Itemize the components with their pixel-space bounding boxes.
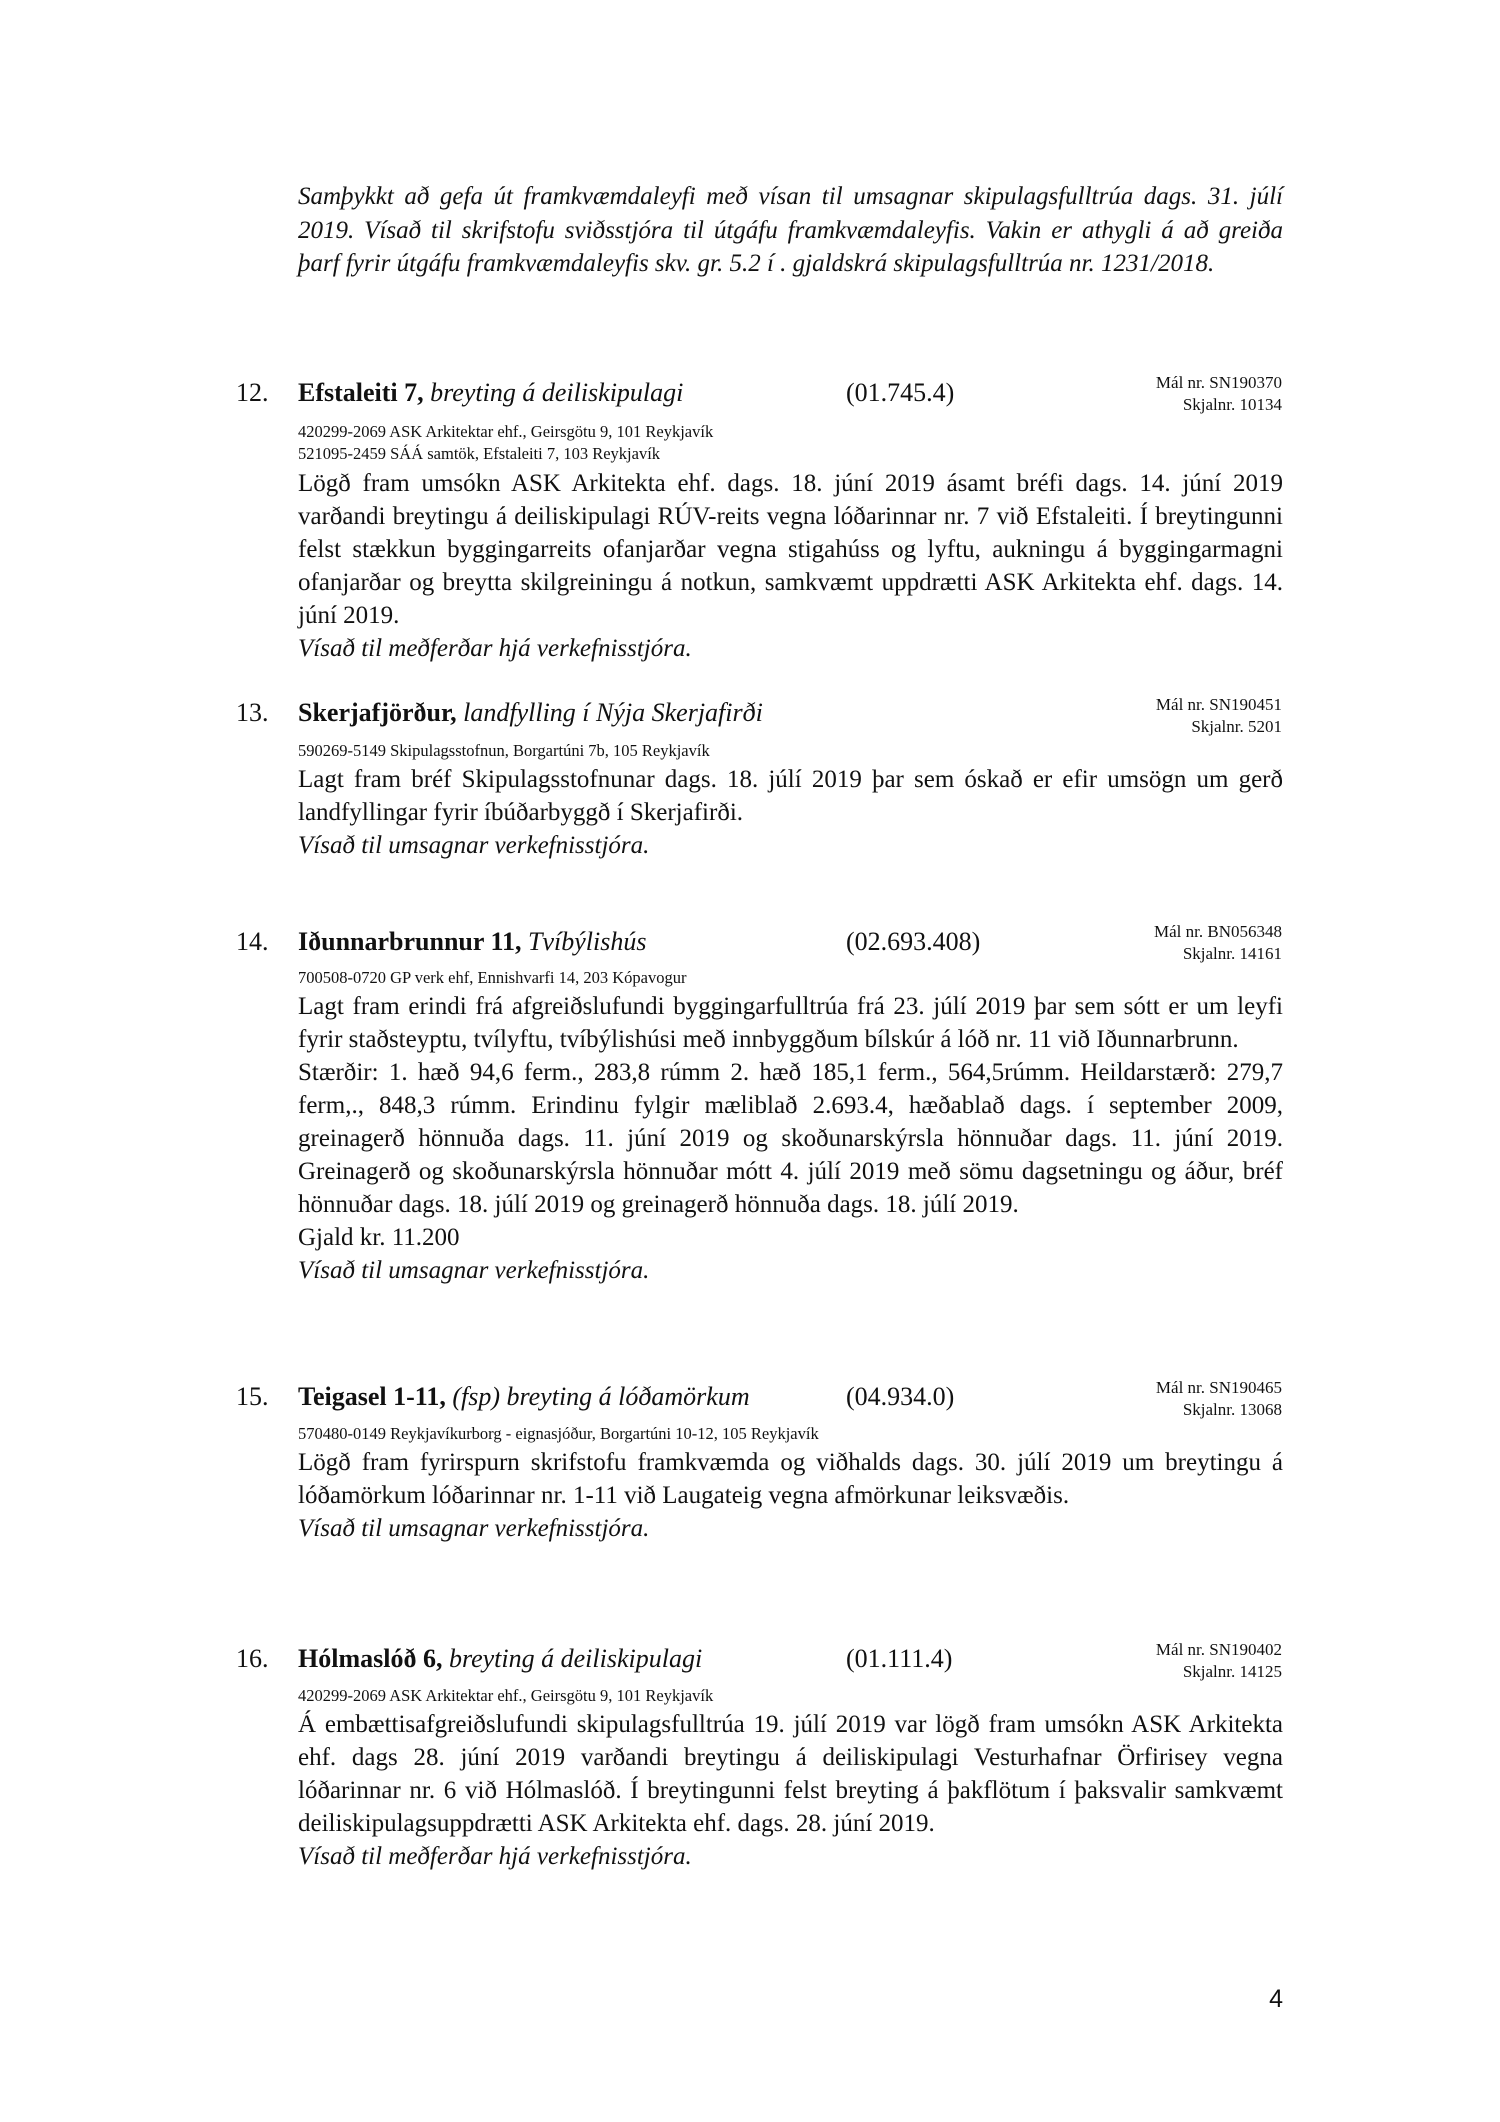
conclusion: Vísað til umsagnar verkefnisstjóra. [298, 832, 650, 859]
item-code: (01.745.4) [846, 378, 955, 407]
item-name: Efstaleiti 7, [298, 378, 424, 407]
document-number: Skjalnr. 10134 [1182, 395, 1282, 414]
item-name: Iðunnarbrunnur 11, [298, 927, 522, 956]
document-number: Skjalnr. 14125 [1182, 1662, 1282, 1681]
case-reference [1156, 694, 1282, 738]
party: 420299-2069 ASK Arkitektar ehf., Geirsgötu 9, 101 Reykjavík [298, 1686, 714, 1705]
case-reference [1156, 1377, 1282, 1421]
body-paragraph: Á embættisafgreiðslufundi skipulagsfulltrúa 19. júlí 2019 var lögð fram umsókn ASK Arkitekta ehf. dags 28. júní 2019 varðandi breytingu á deiliskipulagi Vesturhafnar Örfirisey vegna lóðarinnar nr. 6 við Hólmaslóð. Í breytingunni felst breyting á þakflötum í þaksvalir samkvæmt deiliskipulagsuppdrætti ASK Arkitekta ehf. dags. 28. júní 2019. [298, 1711, 1283, 1837]
body-paragraph: Lagt fram bréf Skipulagsstofnunar dags. 18. júlí 2019 þar sem óskað er efir umsögn um gerð landfyllingar fyrir íbúðarbyggð í Skerjafirði. [298, 766, 1283, 826]
item-number: 15. [236, 1382, 269, 1411]
item-title [298, 1380, 750, 1414]
item-number: 12. [236, 378, 269, 407]
party: 700508-0720 GP verk ehf, Ennishvarfi 14, 203 Kópavogur [298, 968, 687, 987]
item-subject: landfylling í Nýja Skerjafirði [463, 698, 763, 727]
party: 590269-5149 Skipulagsstofnun, Borgartúni 7b, 105 Reykjavík [298, 741, 710, 760]
item-name: Hólmaslóð 6, [298, 1644, 443, 1673]
item-title [298, 376, 683, 410]
item-number: 14. [236, 927, 269, 956]
body-paragraph: Stærðir: 1. hæð 94,6 ferm., 283,8 rúmm 2. hæð 185,1 ferm., 564,5rúmm. Heildarstærð: 279,7 ferm,., 848,3 rúmm. Erindinu fylgir mæliblað 2.693.4, hæðablað dags. í september 2009, greinagerð hönnuða dags. 11. júní 2019 og skoðunarskýrsla hönnuðar dags. 11. júní 2019. Greinagerð og skoðunarskýrsla hönnuðar mótt 4. júlí 2019 með sömu dagsetningu og áður, bréf hönnuðar dags. 18. júlí 2019 og greinagerð hönnuða dags. 18. júlí 2019. [298, 1059, 1283, 1218]
party: 521095-2459 SÁÁ samtök, Efstaleiti 7, 103 Reykjavík [298, 444, 661, 463]
item-code: (02.693.408) [846, 927, 981, 956]
party: 420299-2069 ASK Arkitektar ehf., Geirsgötu 9, 101 Reykjavík [298, 422, 714, 441]
item-title [298, 925, 646, 959]
parties [298, 1423, 819, 1445]
item-body [298, 990, 1283, 1287]
item-subject: breyting á deiliskipulagi [430, 378, 684, 407]
item-body [298, 1446, 1283, 1545]
item-body [298, 763, 1283, 862]
item-name: Skerjafjörður, [298, 698, 457, 727]
document-number: Skjalnr. 14161 [1182, 944, 1282, 963]
item-body [298, 467, 1283, 665]
item-name: Teigasel 1-11, [298, 1382, 446, 1411]
item-code: (04.934.0) [846, 1382, 955, 1411]
case-number: Mál nr. BN056348 [1154, 922, 1282, 941]
parties [298, 740, 710, 762]
item-subject: Tvíbýlishús [528, 927, 647, 956]
item-subject: (fsp) breyting á lóðamörkum [452, 1382, 750, 1411]
item-number: 13. [236, 698, 269, 727]
conclusion: Vísað til meðferðar hjá verkefnisstjóra. [298, 1843, 692, 1870]
item-subject: breyting á deiliskipulagi [448, 1644, 703, 1673]
case-reference [1156, 1639, 1282, 1683]
party: 570480-0149 Reykjavíkurborg - eignasjóður, Borgartúni 10-12, 105 Reykjavík [298, 1424, 819, 1443]
parties [298, 967, 686, 989]
case-number: Mál nr. SN190465 [1155, 1378, 1282, 1397]
intro-paragraph: Samþykkt að gefa út framkvæmdaleyfi með vísan til umsagnar skipulagsfulltrúa dags. 31. júlí 2019. Vísað til skrifstofu sviðsstjóra til útgáfu framkvæmdaleyfis. Vakin er athygli á að greiða þarf fyrir útgáfu framkvæmdaleyfis skv. gr. 5.2 í . gjaldskrá skipulagsfulltrúa nr. 1231/2018. [298, 183, 1283, 277]
parties [298, 421, 713, 465]
item-body [298, 1708, 1283, 1873]
body-paragraph: Lagt fram erindi frá afgreiðslufundi byggingarfulltrúa frá 23. júlí 2019 þar sem sótt er um leyfi fyrir staðsteyptu, tvílyftu, tvíbýlishúsi með innbyggðum bílskúr á lóð nr. 11 við Iðunnarbrunn. [298, 993, 1283, 1053]
body-paragraph: Lögð fram umsókn ASK Arkitekta ehf. dags. 18. júní 2019 ásamt bréfi dags. 14. júní 2019 varðandi breytingu á deiliskipulagi RÚV-reits vegna lóðarinnar nr. 7 við Efstaleiti. Í breytingunni felst stækkun byggingarreits ofanjarðar vegna stigahúss og lyftu, aukningu á byggingarmagni ofanjarðar og breytta skilgreiningu á notkun, samkvæmt uppdrætti ASK Arkitekta ehf. dags. 14. júní 2019. [298, 470, 1283, 629]
case-number: Mál nr. SN190402 [1155, 1640, 1282, 1659]
item-number: 16. [236, 1644, 269, 1673]
case-number: Mál nr. SN190370 [1155, 373, 1282, 392]
case-reference [1154, 921, 1282, 965]
conclusion: Vísað til meðferðar hjá verkefnisstjóra. [298, 635, 692, 662]
item-code: (01.111.4) [846, 1644, 953, 1673]
document-number: Skjalnr. 5201 [1191, 717, 1282, 736]
case-number: Mál nr. SN190451 [1155, 695, 1282, 714]
item-title [298, 696, 763, 730]
body-paragraph: Gjald kr. 11.200 [298, 1224, 460, 1251]
conclusion: Vísað til umsagnar verkefnisstjóra. [298, 1257, 650, 1284]
parties [298, 1685, 713, 1707]
page-number: 4 [1269, 1985, 1283, 2013]
document-number: Skjalnr. 13068 [1182, 1400, 1282, 1419]
body-paragraph: Lögð fram fyrirspurn skrifstofu framkvæmda og viðhalds dags. 30. júlí 2019 um breytingu á lóðamörkum lóðarinnar nr. 1-11 við Laugateig vegna afmörkunar leiksvæðis. [298, 1449, 1283, 1509]
conclusion: Vísað til umsagnar verkefnisstjóra. [298, 1515, 650, 1542]
item-title [298, 1642, 702, 1676]
case-reference [1156, 372, 1282, 416]
